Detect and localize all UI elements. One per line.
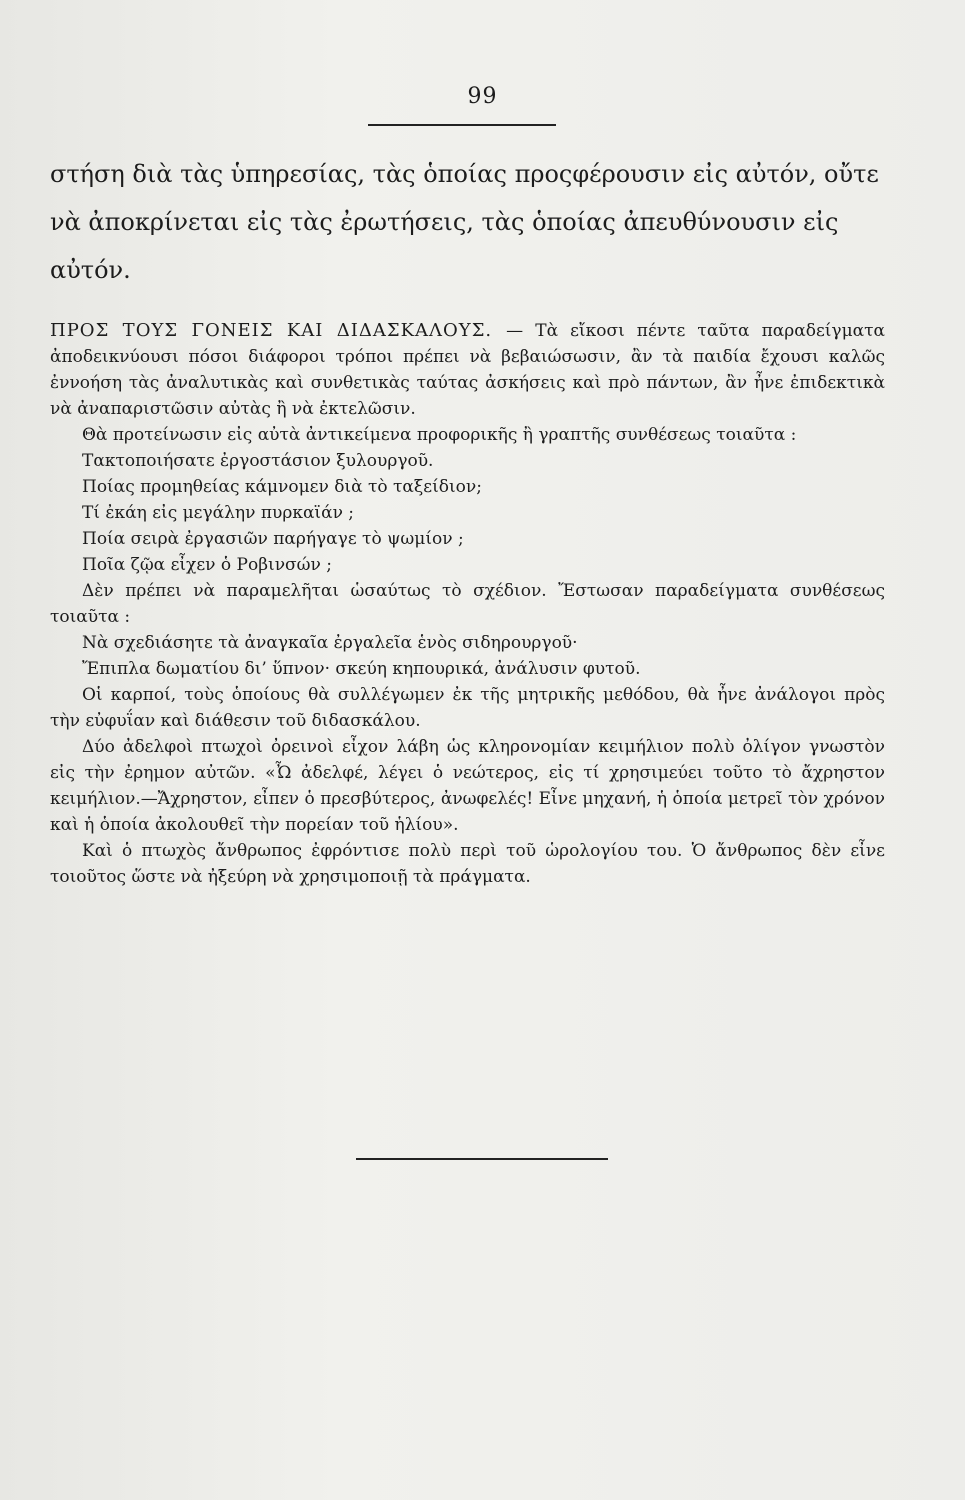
- parents-teachers-section: [50, 318, 885, 890]
- section-heading: ΠΡΟΣ ΤΟΥΣ ΓΟΝΕΙΣ ΚΑΙ ΔΙΔΑΣΚΑΛΟΥΣ.: [50, 320, 493, 341]
- question-item: Ποίας προμηθείας κάμνομεν διὰ τὸ ταξείδιον;: [82, 477, 482, 497]
- footer-rule: [356, 1158, 608, 1160]
- section-proposal: Θὰ προτείνωσιν εἰς αὐτὰ ἀντικείμενα προφορικῆς ἢ γραπτῆς συνθέσεως τοιαῦτα :: [82, 425, 797, 445]
- section-fruits: Οἱ καρποί, τοὺς ὁποίους θὰ συλλέγωμεν ἐκ τῆς μητρικῆς μεθόδου, θὰ ἦνε ἀνάλογοι πρὸς τὴν εὐφυΐαν καὶ διάθεσιν τοῦ διδασκάλου.: [50, 685, 885, 731]
- design-example-item: Νὰ σχεδιάσητε τὰ ἀναγκαῖα ἐργαλεῖα ἑνὸς σιδηρουργοῦ·: [82, 633, 578, 653]
- section-conclusion: Καὶ ὁ πτωχὸς ἄνθρωπος ἐφρόντισε πολὺ περὶ τοῦ ὡρολογίου του. Ὁ ἄνθρωπος δὲν εἶνε τοιοῦτος ὥστε νὰ ἠξεύρη νὰ χρησιμοποιῇ τὰ πράγματα.: [50, 841, 885, 887]
- continuation-line-3: αὐτόν.: [50, 256, 131, 284]
- question-item: Ποῖα ζῷα εἶχεν ὁ Ροβινσών ;: [82, 555, 332, 575]
- section-neglect: Δὲν πρέπει νὰ παραμελῆται ὡσαύτως τὸ σχέδιον. Ἔστωσαν παραδείγματα συνθέσεως τοιαῦτα :: [50, 581, 885, 627]
- section-story: Δύο ἀδελφοὶ πτωχοὶ ὀρεινοὶ εἶχον λάβη ὡς κληρονομίαν κειμήλιον πολὺ ὀλίγον γνωστὸν εἰς τὴν ἐρημον αὐτῶν. «Ὦ ἀδελφέ, λέγει ὁ νεώτερος, εἰς τί χρησιμεύει τοῦτο τὸ ἄχρηστον κειμήλιον.—Ἄχρηστον, εἶπεν ὁ πρεσβύτερος, ἀνωφελές! Εἶνε μηχανή, ἡ ὁποία μετρεῖ τὸν χρόνον καὶ ἡ ὁποία ἀκολουθεῖ τὴν πορείαν τοῦ ἡλίου».: [50, 737, 885, 835]
- page-number: 99: [467, 84, 498, 109]
- section-intro-paragraph: [50, 318, 885, 422]
- question-item: Ποία σειρὰ ἐργασιῶν παρήγαγε τὸ ψωμίον ;: [82, 529, 464, 549]
- section-intro: — Τὰ εἴκοσι πέντε ταῦτα παραδείγματα ἀποδεικνύουσι πόσοι διάφοροι τρόποι πρέπει νὰ βεβαιώσωσιν, ἂν τὰ παιδία ἔχουσι καλῶς ἐννοήση τὰς ἀναλυτικὰς καὶ συνθετικὰς ταύτας ἀσκήσεις καὶ πρὸ πάντων, ἂν ἦνε ἐπιδεκτικὰ νὰ ἀναπαριστῶσιν αὐτὰς ἢ νὰ ἐκτελῶσιν.: [50, 321, 886, 419]
- question-item: Τί ἐκάη εἰς μεγάλην πυρκαϊάν ;: [82, 503, 355, 523]
- header-rule: [368, 124, 556, 126]
- continuation-line-1: στήση διὰ τὰς ὑπηρεσίας, τὰς ὁποίας προςφέρουσιν εἰς αὐτόν, οὔτε: [50, 160, 879, 188]
- design-example-item: Ἔπιπλα δωματίου δι’ ὕπνον· σκεύη κηπουρικά, ἀνάλυσιν φυτοῦ.: [82, 659, 641, 679]
- question-item: Τακτοποιήσατε ἐργοστάσιον ξυλουργοῦ.: [82, 451, 434, 471]
- continuation-line-2: νὰ ἀποκρίνεται εἰς τὰς ἐρωτήσεις, τὰς ὁποίας ἀπευθύνουσιν εἰς: [50, 208, 839, 236]
